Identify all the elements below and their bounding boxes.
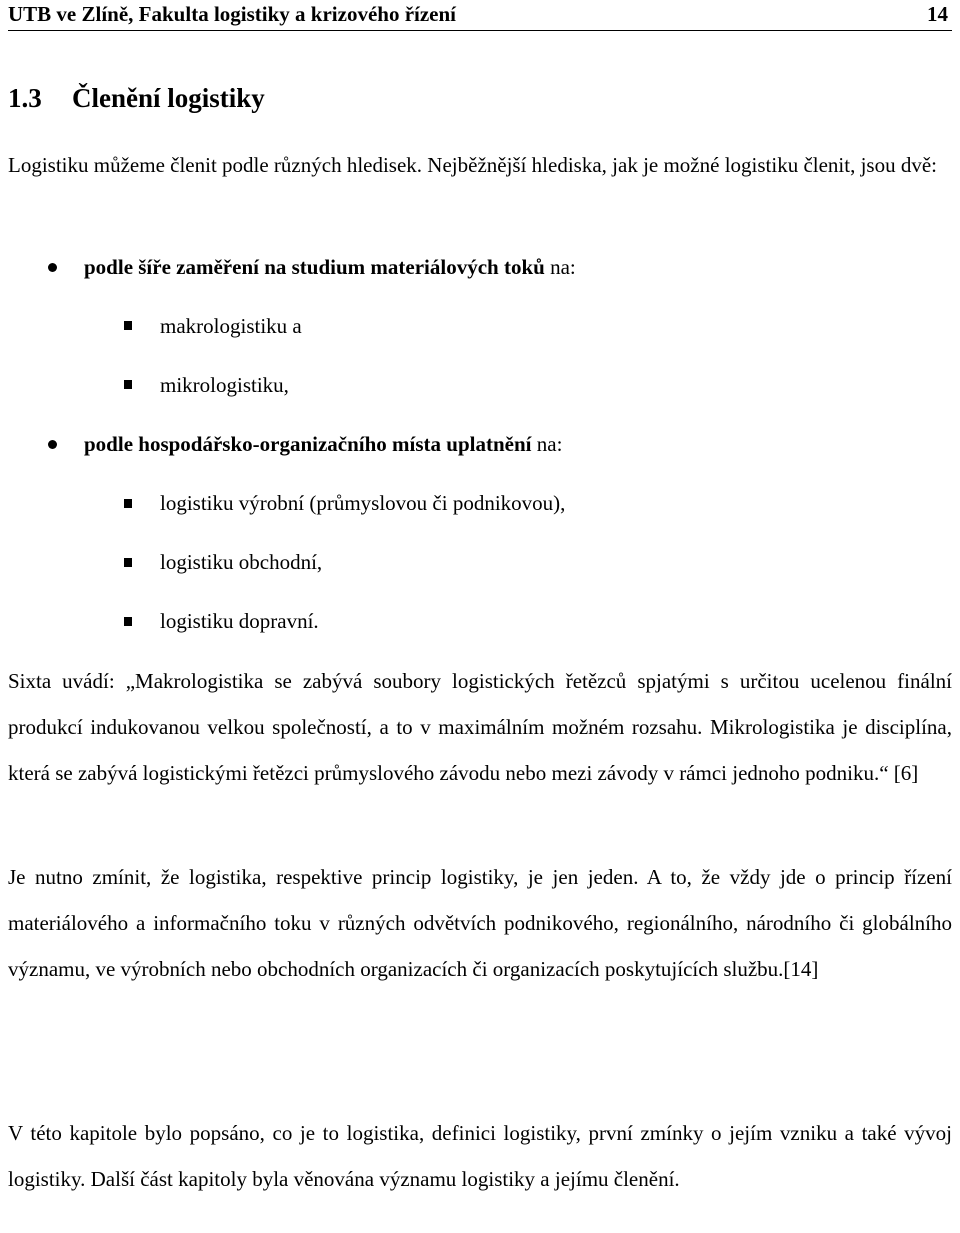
intro-paragraph: Logistiku můžeme členit podle různých hledisek. Nejběžnější hlediska, jak je možné logistiku členit, jsou dvě:: [8, 153, 938, 177]
bullet-dot: [48, 440, 57, 449]
list-item: [84, 432, 562, 456]
list-item: [84, 255, 576, 279]
square-bullet: [124, 558, 132, 567]
list-item-bold: podle hospodářsko-organizačního místa uplatnění: [84, 432, 532, 456]
square-bullet: [124, 617, 132, 626]
sub-list-item: logistiku obchodní,: [160, 550, 323, 574]
logistics-principle-paragraph: Je nutno zmínit, že logistika, respektive princip logistiky, je jen jeden. A to, že vždy jde o princip řízení materiálového a informačního toku v různých odvětvích podnikového, regionálního, národního či globálního významu, ve výrobních nebo obchodních organizacích či organizacích poskytujících službu.[14]: [8, 865, 952, 981]
list-item-bold: podle šíře zaměření na studium materiálových toků: [84, 255, 545, 279]
square-bullet: [124, 321, 132, 330]
header-title: UTB ve Zlíně, Fakulta logistiky a krizového řízení: [8, 2, 457, 26]
section-title: Členění logistiky: [72, 83, 265, 113]
section-number: 1.3: [8, 83, 42, 113]
section-heading: [8, 82, 265, 114]
sub-list-item: mikrologistiku,: [160, 373, 289, 397]
chapter-summary-paragraph: V této kapitole bylo popsáno, co je to logistika, definici logistiky, první zmínky o jejím vzniku a také vývoj logistiky. Další část kapitoly byla věnována významu logistiky a jejímu členění.: [8, 1121, 952, 1191]
sixta-paragraph: Sixta uvádí: „Makrologistika se zabývá soubory logistických řetězců spjatými s určitou ucelenou finální produkcí indukovanou velkou společností, a to v maximálním možném rozsahu. Mikrologistika je disciplína, která se zabývá logistickými řetězci průmyslového závodu nebo mezi závody v rámci jednoho podniku.“ [6]: [8, 669, 952, 785]
page-header: [8, 2, 952, 31]
sub-list-item: logistiku výrobní (průmyslovou či podnikovou),: [160, 491, 566, 515]
list-item-suffix: na:: [544, 255, 576, 279]
bullet-dot: [48, 263, 57, 272]
square-bullet: [124, 380, 132, 389]
sub-list-item: makrologistiku a: [160, 314, 302, 338]
list-item-suffix: na:: [531, 432, 563, 456]
square-bullet: [124, 499, 132, 508]
sub-list-item: logistiku dopravní.: [160, 609, 319, 633]
page-number: 14: [927, 2, 948, 26]
